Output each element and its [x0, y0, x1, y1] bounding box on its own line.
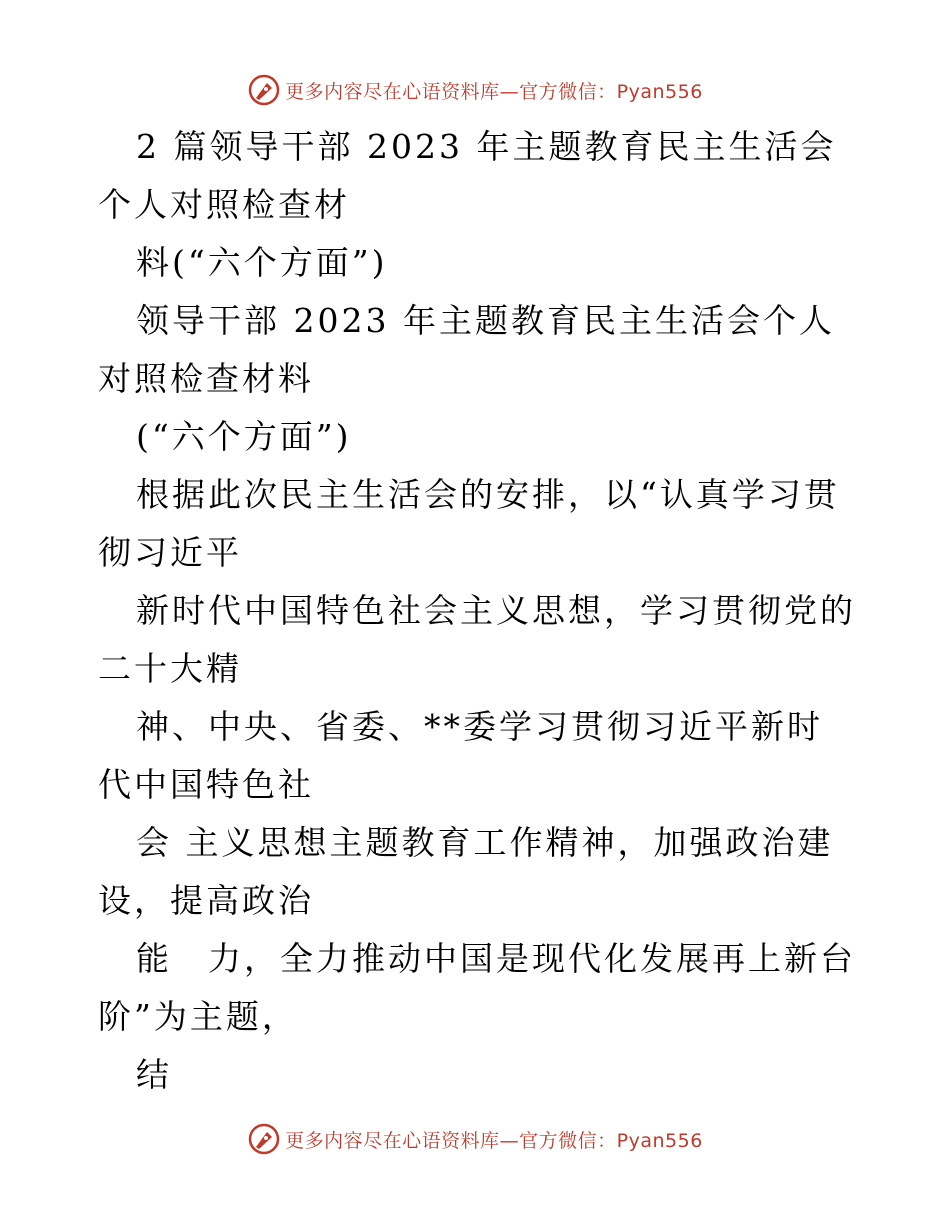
- paragraph: 会 主义思想主题教育工作精神，加强政治建设，提高政治: [98, 823, 834, 920]
- pen-nib-circle-icon: [247, 73, 281, 107]
- paragraph: 结: [136, 1055, 172, 1094]
- document-body: [98, 118, 858, 1104]
- watermark-text: 更多内容尽在心语资料库—官方微信：Pyan556: [285, 80, 703, 103]
- paragraph: 神、中央、省委、**委学习贯彻习近平新时代中国特色社: [98, 707, 823, 804]
- paragraph: 根据此次民主生活会的安排，以“认真学习贯彻习近平: [98, 475, 840, 572]
- paragraph: 料(“六个方面”): [136, 243, 388, 282]
- footer-watermark: [0, 1117, 950, 1161]
- paragraph: 2 篇领导干部 2023 年主题教育民主生活会个人对照检查材: [98, 127, 837, 224]
- watermark-text: 更多内容尽在心语资料库—官方微信：Pyan556: [285, 1129, 703, 1152]
- pen-nib-circle-icon: [247, 1122, 281, 1156]
- paragraph: 新时代中国特色社会主义思想，学习贯彻党的二十大精: [98, 591, 856, 688]
- paragraph: (“六个方面”): [136, 417, 352, 456]
- paragraph: 领导干部 2023 年主题教育民主生活会个人对照检查材料: [98, 301, 835, 398]
- header-watermark: [0, 68, 950, 112]
- paragraph: 能 力，全力推动中国是现代化发展再上新台阶”为主题，: [98, 939, 856, 1036]
